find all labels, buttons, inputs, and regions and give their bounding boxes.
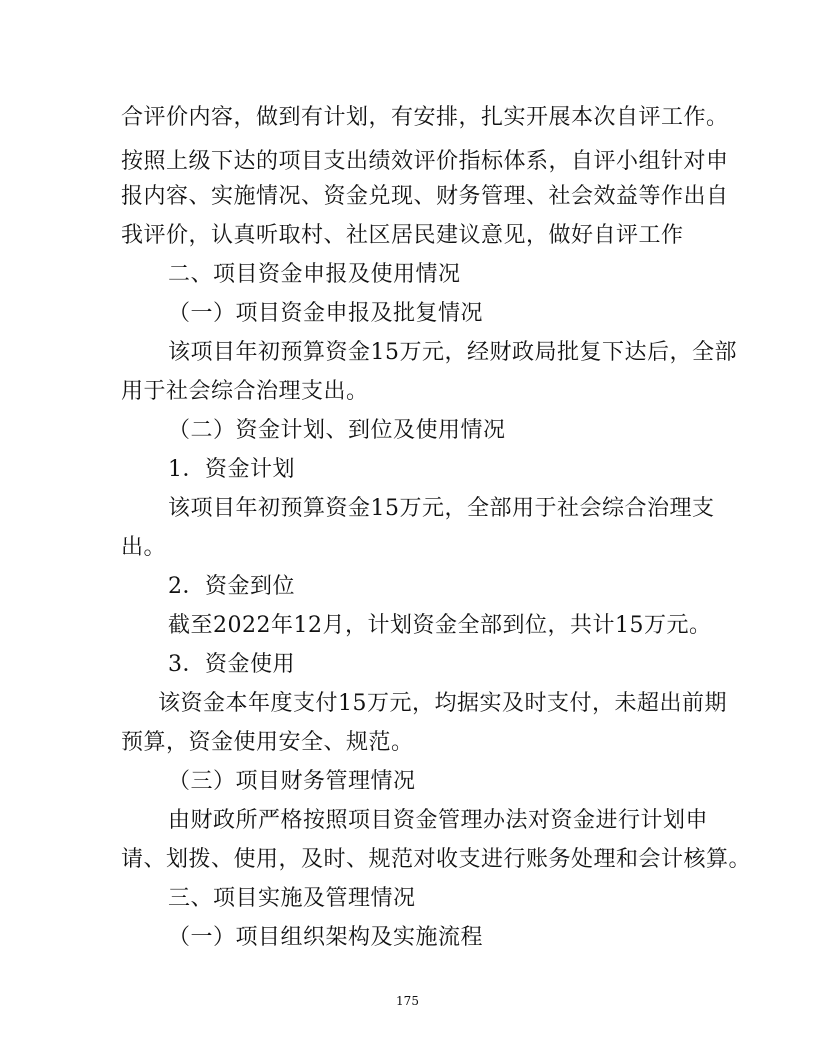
body-text-line: 预算，资金使用安全、规范。 bbox=[121, 730, 414, 755]
item-heading-3: 3．资金使用 bbox=[168, 652, 295, 677]
body-text-line: 由财政所严格按照项目资金管理办法对资金进行计划申 bbox=[168, 808, 709, 833]
subsection-heading-2-1: （一）项目资金申报及批复情况 bbox=[168, 301, 484, 326]
body-text-line: 用于社会综合治理支出。 bbox=[121, 379, 369, 404]
body-text-line: 合评价内容，做到有计划，有安排，扎实开展本次自评工作。 bbox=[121, 105, 729, 130]
section-heading-2: 二、项目资金申报及使用情况 bbox=[168, 262, 461, 287]
item-heading-2: 2．资金到位 bbox=[168, 574, 295, 599]
page-number: 175 bbox=[396, 994, 419, 1008]
body-text-line: 该项目年初预算资金15万元，经财政局批复下达后，全部 bbox=[168, 340, 737, 365]
subsection-heading-3-1: （一）项目组织架构及实施流程 bbox=[168, 925, 484, 950]
body-text-line: 该项目年初预算资金15万元，全部用于社会综合治理支 bbox=[168, 496, 715, 521]
body-text-line: 报内容、实施情况、资金兑现、财务管理、社会效益等作出自 bbox=[121, 184, 729, 209]
item-heading-1: 1．资金计划 bbox=[168, 457, 295, 482]
body-text-line: 请、划拨、使用，及时、规范对收支进行账务处理和会计核算。 bbox=[121, 847, 752, 872]
body-text-line: 出。 bbox=[121, 535, 167, 560]
body-text-line: 按照上级下达的项目支出绩效评价指标体系，自评小组针对申 bbox=[121, 149, 729, 174]
body-text-line: 我评价，认真听取村、社区居民建议意见，做好自评工作 bbox=[121, 223, 684, 248]
subsection-heading-2-2: （二）资金计划、到位及使用情况 bbox=[168, 418, 506, 443]
body-text-line: 截至2022年12月，计划资金全部到位，共计15万元。 bbox=[168, 613, 712, 638]
section-heading-3: 三、项目实施及管理情况 bbox=[168, 886, 416, 911]
subsection-heading-2-3: （三）项目财务管理情况 bbox=[168, 769, 416, 794]
body-text-line: 该资金本年度支付15万元，均据实及时支付，未超出前期 bbox=[158, 691, 727, 716]
